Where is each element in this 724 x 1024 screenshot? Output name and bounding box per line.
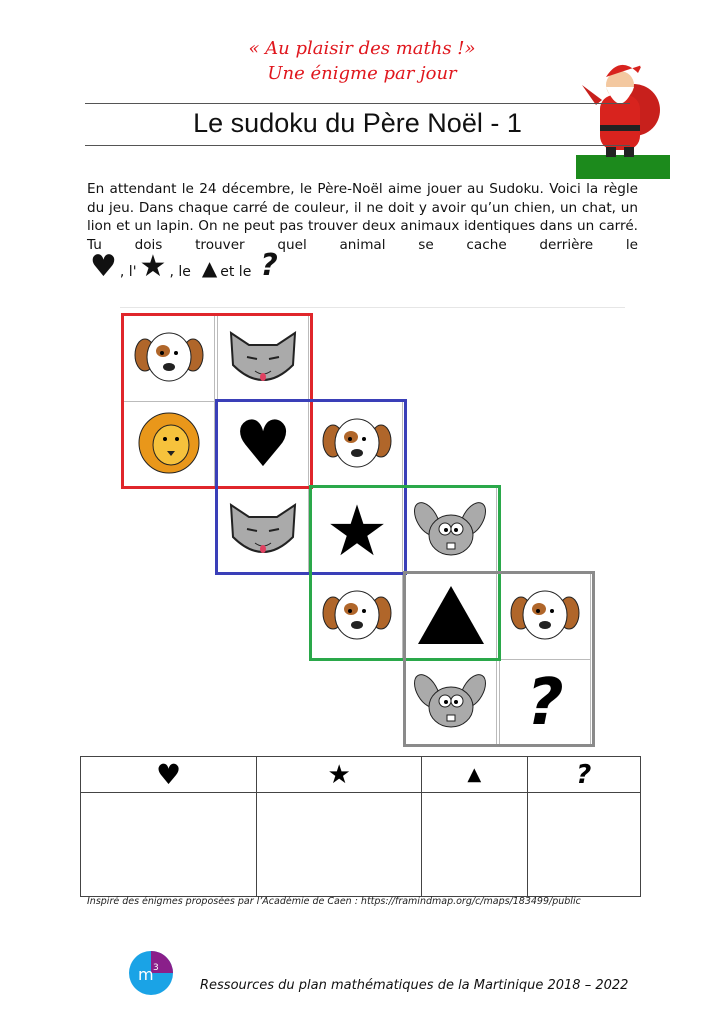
triangle-icon — [416, 584, 486, 650]
grid-cell — [217, 315, 309, 403]
grid-cell — [499, 573, 591, 661]
intro-sep-2: , le — [169, 264, 191, 280]
answer-table — [80, 756, 641, 897]
dog-icon — [321, 415, 393, 475]
question-icon: ? — [260, 248, 278, 283]
svg-text:m: m — [138, 965, 154, 984]
dog-icon — [509, 587, 581, 647]
lion-icon — [134, 411, 204, 479]
intro-text: En attendant le 24 décembre, le Père-Noël aime jouer au Sudoku. Voici la règle du jeu. Dans chaque carré de couleur, il ne doit y avoir qu’un chien, un chat, un lion et un lapin. On ne peut pas trouver deux animaux identiques dans un carré. Tu dois trouver quel animal se cache derrière le — [87, 181, 638, 253]
answer-cell-heart[interactable] — [81, 793, 257, 897]
title-rule-bottom — [85, 145, 630, 146]
grid-cell — [311, 487, 403, 575]
grid-cell — [311, 573, 403, 661]
intro-sep-3: et le — [220, 264, 252, 280]
page-title: Le sudoku du Père Noël - 1 — [193, 108, 522, 138]
heart-icon: ♥ — [234, 408, 292, 482]
grid-cell — [405, 573, 497, 661]
question-icon: ? — [527, 757, 640, 793]
footer-text: Ressources du plan mathématiques de la Martinique 2018 – 2022 — [200, 978, 629, 993]
rabbit-icon — [413, 499, 489, 563]
title-rule-top — [85, 103, 630, 104]
grid-cell — [217, 401, 309, 489]
m3-logo — [128, 950, 174, 996]
grid-cell — [123, 315, 215, 403]
rabbit-icon — [413, 671, 489, 735]
triangle-icon: ▲ — [201, 256, 218, 280]
answer-cell-question[interactable] — [527, 793, 640, 897]
answer-cell-triangle[interactable] — [422, 793, 528, 897]
header-line-2: Une énigme par jour — [267, 63, 457, 84]
intro-symbols-line — [90, 248, 278, 284]
dog-icon — [321, 587, 393, 647]
grid-cell — [217, 487, 309, 575]
grid-cell — [123, 401, 215, 489]
star-icon: ★ — [257, 757, 422, 793]
divider — [120, 307, 625, 308]
grid-cell — [405, 487, 497, 575]
star-icon: ★ — [325, 490, 389, 572]
heart-icon: ♥ — [90, 249, 117, 284]
triangle-icon: ▲ — [422, 757, 528, 793]
credit-text: Inspiré des énigmes proposées par l’Académie de Caen : https://framindmap.org/c/maps/183499/public — [87, 896, 581, 907]
header-line-1: « Au plaisir des maths !» — [248, 38, 476, 59]
cat-icon — [225, 501, 301, 561]
answer-cell-star[interactable] — [257, 793, 422, 897]
question-icon: ? — [526, 666, 564, 740]
dog-icon — [133, 329, 205, 389]
star-icon: ★ — [139, 249, 167, 284]
intro-sep-1: , l' — [119, 264, 137, 280]
grid-cell — [311, 401, 403, 489]
svg-text:3: 3 — [153, 963, 159, 973]
cat-icon — [225, 329, 301, 389]
heart-icon: ♥ — [81, 757, 257, 793]
grid-cell — [405, 659, 497, 747]
grid-cell — [499, 659, 591, 747]
